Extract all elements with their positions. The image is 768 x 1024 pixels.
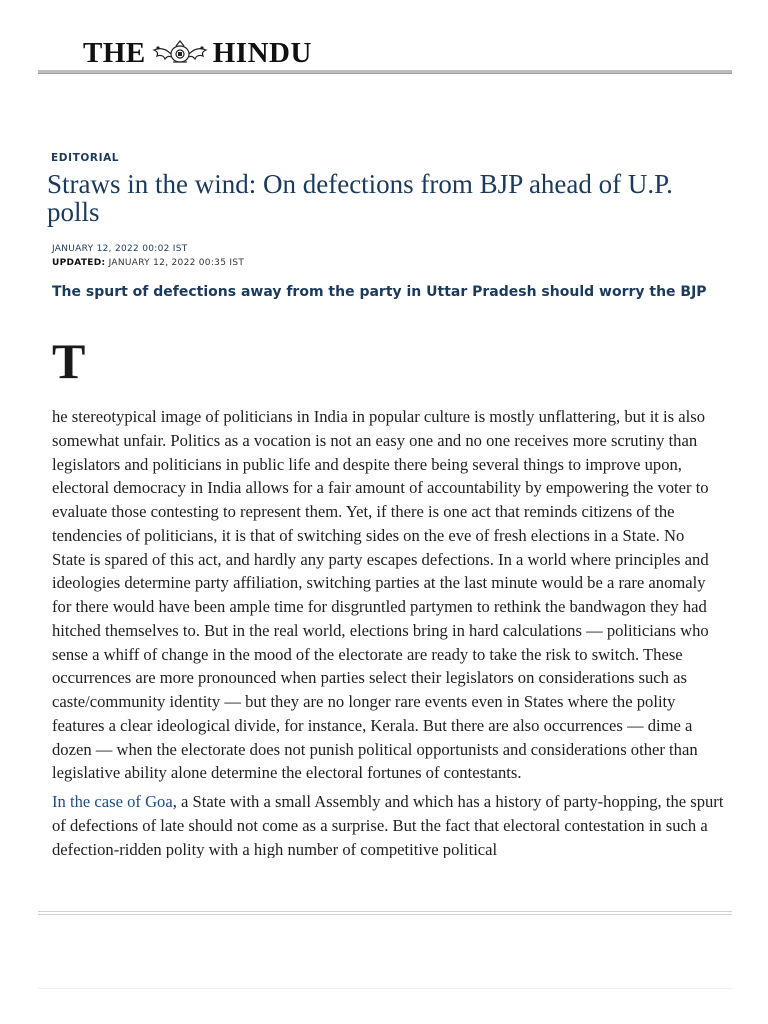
article-dateline <box>52 242 244 270</box>
logo-text-the: THE <box>83 36 146 69</box>
section-label[interactable]: EDITORIAL <box>51 152 120 164</box>
article-headline: Straws in the wind: On defections from BJP ahead of U.P. polls <box>47 169 673 227</box>
published-date: JANUARY 12, 2022 00:02 IST <box>52 244 188 254</box>
body-paragraph-2-container <box>52 790 732 858</box>
masthead <box>38 36 732 76</box>
body-paragraph-1 <box>52 333 719 785</box>
article-body <box>52 333 719 793</box>
drop-cap: T <box>52 333 86 389</box>
masthead-divider <box>38 70 732 74</box>
updated-label: UPDATED: <box>52 258 106 268</box>
crest-emblem-icon <box>149 40 211 66</box>
site-logo[interactable] <box>83 38 312 68</box>
footer-divider <box>38 911 732 915</box>
updated-date <box>52 256 244 270</box>
logo-text-hindu: HINDU <box>212 36 312 69</box>
goa-link[interactable]: In the case of Goa <box>52 792 173 811</box>
paragraph-text: he stereotypical image of politicians in India in popular culture is mostly unflattering, but it is also somewhat unfair. Politics as a vocation is not an easy one and no one receives more scrutiny than legislators and politicians in public life and despite there being several things to improve upon, electoral democracy in India allows for a fair amount of accountability by empowering the voter to evaluate those contesting to represent them. Yet, if there is one act that reminds citizens of the tendencies of politicians, it is that of switching sides on the eve of fresh elections in a State. No State is spared of this act, and hardly any party escapes defections. In a world where principles and ideologies determine party affiliation, switching parties at the last minute would be a rare anomaly for there would have been ample time for disgruntled partymen to rethink the bandwagon they had hitched themselves to. But in the real world, elections bring in hard calculations — politicians who sense a whiff of change in the mood of the electorate are ready to take the risk to switch. These occurrences are more pronounced when parties select their legislators on considerations such as caste/community identity — but they are no longer rare events even in States where the polity features a clear ideological divide, for instance, Kerala. But there are also occurrences — dime a dozen — when the electorate does not punish political opportunists and considerations other than legislative ability alone determine the electoral fortunes of contestants. <box>52 407 709 783</box>
updated-value: JANUARY 12, 2022 00:35 IST <box>108 258 245 268</box>
body-paragraph-2 <box>52 790 732 858</box>
article-standfirst: The spurt of defections away from the party in Uttar Pradesh should worry the BJP <box>52 284 707 300</box>
footer-divider-light <box>38 988 732 989</box>
paragraph-text: , a State with a small Assembly and which has a history of party-hopping, the spurt of defections of late should not come as a surprise. But the fact that electoral contestation in such a defection-ridden polity with a high number of competitive political <box>52 792 724 858</box>
